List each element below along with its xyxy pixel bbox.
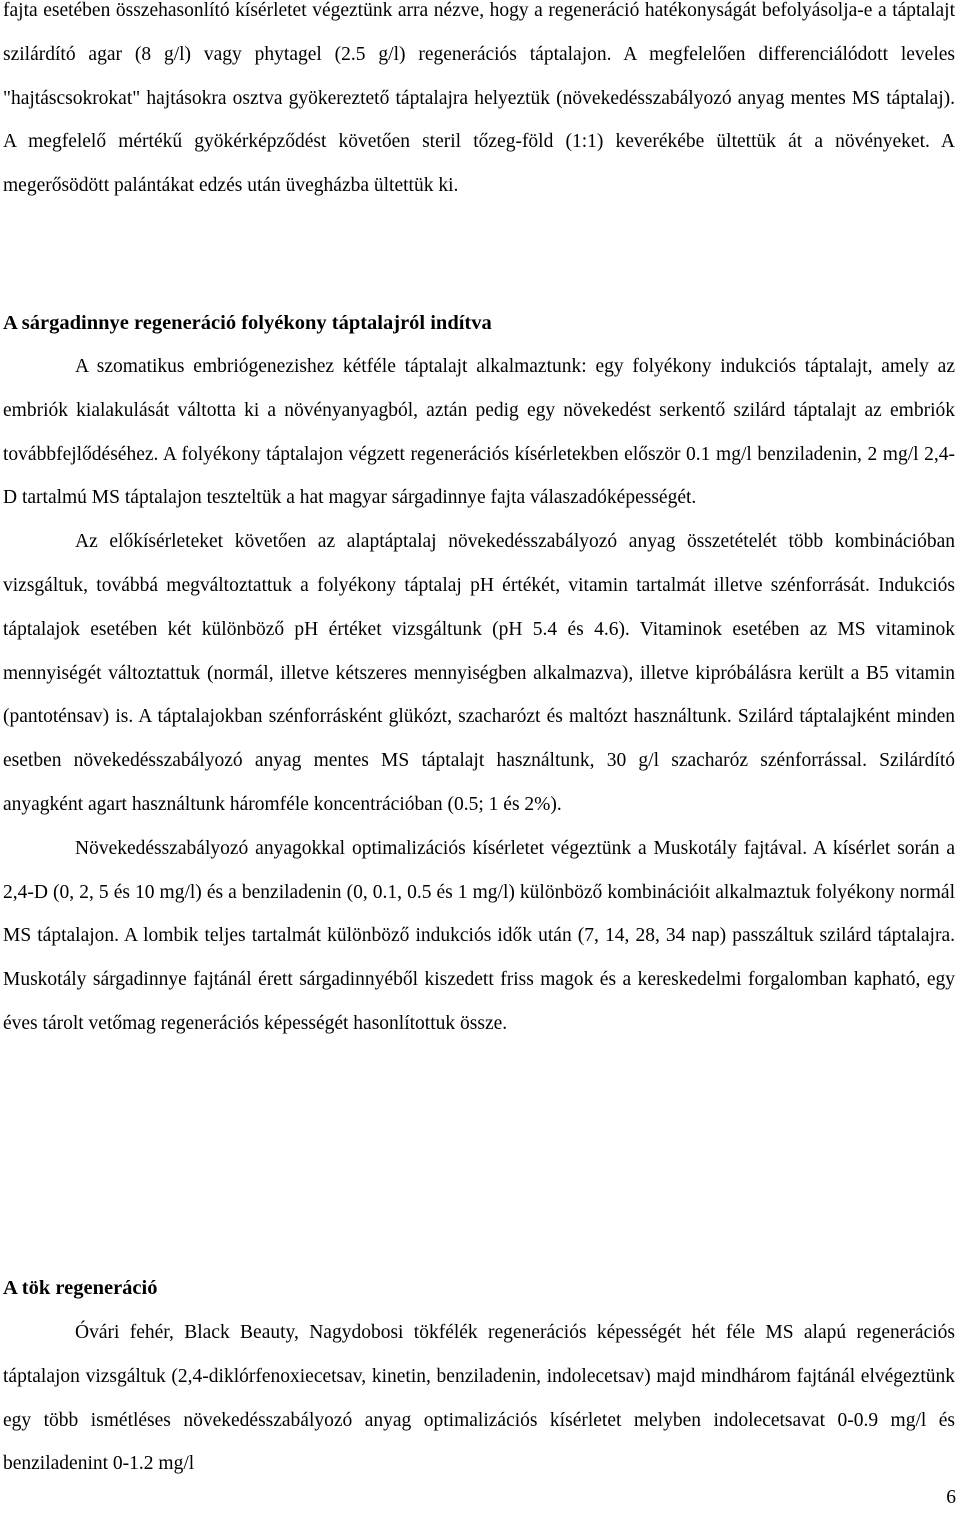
sargadinnye-paragraph-3: Növekedésszabályozó anyagokkal optimalizációs kísérletet végeztünk a Muskotály fajtával. A kísérlet során a 2,4-D (0, 2, 5 és 10 mg/l) és a benziladenin (0, 0.1, 0.5 és 1 mg/l) különböző kombinációit alkalmaztuk folyékony normál MS táptalajon. A lombik teljes tartalmát különböző indukciós idők után (7, 14, 28, 34 nap) passzáltuk szilárd táptalajra. Muskotály sárgadinnye fajtánál érett sárgadinnyéből kiszedett friss magok és a kereskedelmi forgalomban kapható, egy éves tárolt vetőmag regenerációs képességét hasonlítottuk össze.: [3, 837, 955, 1034]
tok-text-block: [3, 1311, 955, 1486]
sargadinnye-paragraph-2: Az előkísérleteket követően az alaptáptalaj növekedésszabályozó anyag összetételét több kombinációban vizsgáltuk, továbbá megváltoztattuk a folyékony táptalaj pH értékét, vitamin tartalmát illetve szénforrását. Indukciós táptalajok esetében két különböző pH értéket vizsgáltunk (pH 5.4 és 4.6). Vitaminok esetében az MS vitaminok mennyiségét változtattuk (normál, illetve kétszeres mennyiségben alkalmazva), illetve kipróbálásra került a B5 vitamin (pantoténsav) is. A táptalajokban szénforrásként glükózt, szacharózt és maltózt használtunk. Szilárd táptalajként minden esetben növekedésszabályozó anyag mentes MS táptalajt használtunk, 30 g/l szacharóz szénforrással. Szilárdító anyagként agart használtunk háromféle koncentrációban (0.5; 1 és 2%).: [3, 531, 955, 815]
section-heading-sargadinnye: A sárgadinnye regeneráció folyékony táptalajról indítva: [3, 312, 492, 334]
sargadinnye-paragraph-1: A szomatikus embriógenezishez kétféle táptalajt alkalmaztunk: egy folyékony indukciós táptalajt, amely az embriók kialakulását váltotta ki a növényanyagból, aztán pedig egy növekedést serkentő szilárd táptalajt az embriók továbbfejlődéséhez. A folyékony táptalajon végzett regenerációs kísérletekben először 0.1 mg/l benziladenin, 2 mg/l 2,4-D tartalmú MS táptalajon teszteltük a hat magyar sárgadinnye fajta válaszadóképességét.: [3, 356, 955, 509]
page-number: 6: [946, 1487, 956, 1508]
section-heading-tok: A tök regeneráció: [3, 1277, 158, 1299]
intro-paragraph: fajta esetében összehasonlító kísérletet végeztünk arra nézve, hogy a regeneráció hatékonyságát befolyásolja-e a táptalajt szilárdító agar (8 g/l) vagy phytagel (2.5 g/l) regenerációs táptalajon. A megfelelően differenciálódott leveles "hajtáscsokrokat" hajtásokra osztva gyökereztető táptalajra helyeztük (növekedésszabályozó anyag mentes MS táptalaj). A megfelelő mértékű gyökérképződést követően steril tőzeg-föld (1:1) keverékébe ültettük át a növényeket. A megerősödött palántákat edzés után üvegházba ültettük ki.: [3, 0, 955, 197]
tok-paragraph: Óvári fehér, Black Beauty, Nagydobosi tökfélék regenerációs képességét hét féle MS alapú regenerációs táptalajon vizsgáltuk (2,4-diklórfenoxiecetsav, kinetin, benziladenin, indolecetsav) majd mindhárom fajtánál elvégeztünk egy több ismétléses növekedésszabályozó anyag optimalizációs kísérletet melyben indolecetsavat 0-0.9 mg/l és benziladenint 0-1.2 mg/l: [3, 1322, 955, 1475]
sargadinnye-text-block: [3, 345, 955, 1046]
intro-text-block: [3, 0, 955, 208]
